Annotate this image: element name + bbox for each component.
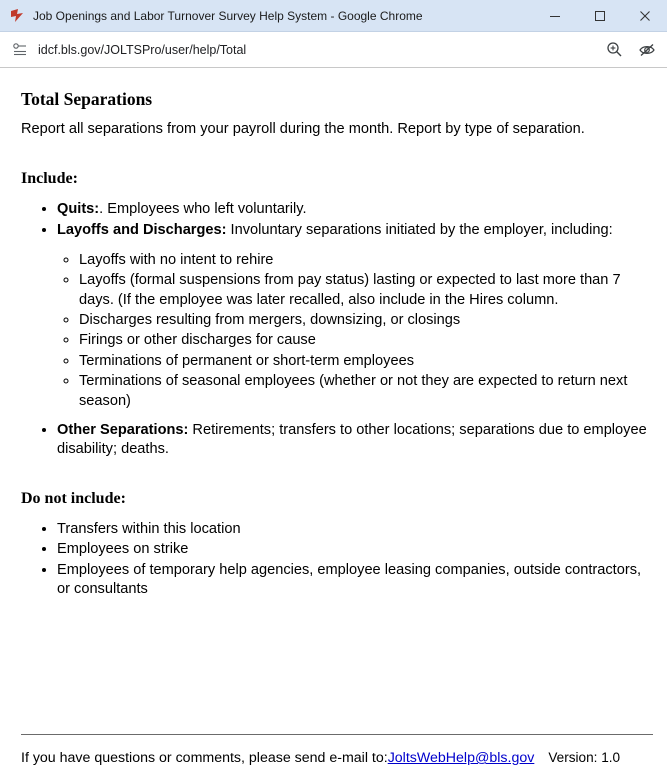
exclude-list bbox=[21, 520, 653, 600]
page-intro: Report all separations from your payroll during the month. Report by type of separation. bbox=[21, 121, 585, 138]
browser-toolbar bbox=[0, 32, 667, 68]
zoom-icon[interactable] bbox=[604, 40, 624, 60]
toolbar-actions bbox=[604, 40, 657, 60]
list-item: ◦ Layoffs (formal suspensions from pay status) lasting or expected to last more than 7 days. (If the employee was later recalled, also include in the Hires column. bbox=[79, 271, 653, 310]
list-item: ◦ Terminations of seasonal employees (whether or not they are expected to return next season) bbox=[79, 372, 653, 411]
page-footer bbox=[0, 734, 667, 778]
hide-password-eye-icon[interactable] bbox=[637, 40, 657, 60]
version-label: Version: 1.0 bbox=[548, 750, 621, 766]
include-heading: Include: bbox=[21, 169, 78, 187]
list-item bbox=[57, 200, 653, 219]
exclude-heading: Do not include: bbox=[21, 489, 126, 507]
close-button[interactable] bbox=[622, 0, 667, 31]
include-list bbox=[21, 200, 653, 460]
layoffs-text: Involuntary separations initiated by the employer, including: bbox=[226, 222, 613, 239]
footer-divider bbox=[21, 734, 653, 735]
list-item: • Employees on strike bbox=[57, 540, 653, 559]
list-item: ◦ Firings or other discharges for cause bbox=[79, 331, 653, 350]
list-item: • Transfers within this location bbox=[57, 520, 653, 539]
browser-titlebar bbox=[0, 0, 667, 32]
site-favicon-icon bbox=[9, 8, 25, 24]
quits-text: . Employees who left voluntarily. bbox=[99, 200, 307, 217]
list-item: • Employees of temporary help agencies, employee leasing companies, outside contractors, or consultants bbox=[57, 561, 653, 600]
footer-text: If you have questions or comments, please send e-mail to: bbox=[21, 750, 388, 767]
list-item bbox=[57, 421, 653, 460]
address-bar[interactable]: idcf.bls.gov/JOLTSPro/user/help/Total bbox=[38, 42, 247, 57]
window-title: Job Openings and Labor Turnover Survey Help System - Google Chrome bbox=[33, 8, 423, 23]
minimize-button[interactable] bbox=[532, 0, 577, 31]
layoffs-sub-list bbox=[57, 251, 653, 411]
layoffs-label: Layoffs and Discharges: bbox=[57, 222, 227, 239]
quits-label: Quits: bbox=[57, 200, 100, 217]
footer-contact-line bbox=[21, 749, 653, 768]
window-controls bbox=[532, 0, 667, 31]
list-item: ◦ Discharges resulting from mergers, downsizing, or closings bbox=[79, 311, 653, 330]
list-item: ◦ Layoffs with no intent to rehire bbox=[79, 251, 653, 270]
site-info-icon[interactable] bbox=[8, 38, 32, 62]
list-item bbox=[57, 221, 653, 411]
list-item: ◦ Terminations of permanent or short-term employees bbox=[79, 352, 653, 371]
other-separations-label: Other Separations: bbox=[57, 422, 189, 438]
page-title: Total Separations bbox=[21, 89, 153, 109]
maximize-button[interactable] bbox=[577, 0, 622, 31]
help-page-content bbox=[0, 68, 667, 778]
support-email-link[interactable]: JoltsWebHelp@bls.gov bbox=[387, 750, 535, 767]
other-separations-text: Retirements; transfers to other locations; separations due to employee disability; deaths. bbox=[57, 422, 647, 458]
